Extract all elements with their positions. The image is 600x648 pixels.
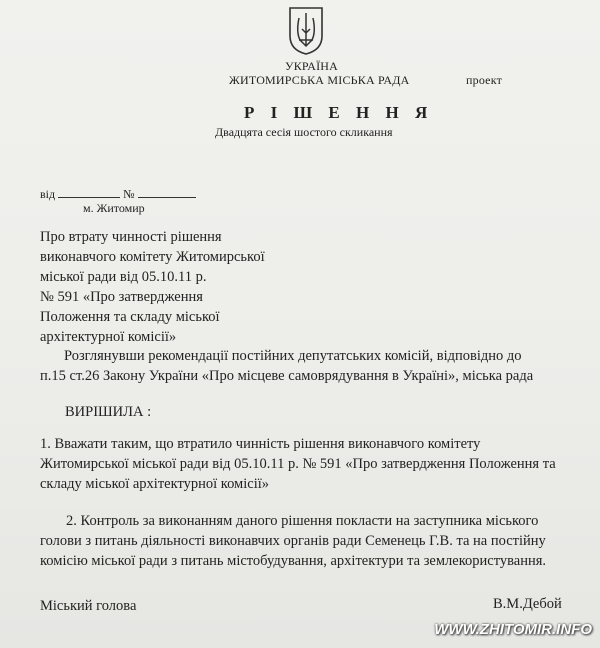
- item-1-line: складу міської архітектурної комісії»: [40, 476, 269, 492]
- preamble-line: п.15 ст.26 Закону України «Про місцеве самоврядування в Україні», міська рада: [40, 368, 534, 384]
- item-2-line: 2. Контроль за виконанням даного рішення покласти на заступника міського: [66, 513, 539, 529]
- document-title: Р І Ш Е Н Н Я: [244, 103, 434, 122]
- subject-line: архітектурної комісії»: [40, 329, 177, 345]
- draft-label: проект: [466, 73, 503, 87]
- council-name: ЖИТОМИРСЬКА МІСЬКА РАДА: [229, 73, 410, 87]
- subject-line: Положення та складу міської: [40, 309, 220, 325]
- signature-position: Міський голова: [40, 598, 137, 614]
- item-2-line: голови з питань діяльності виконавчих органів ради Семенець Г.В. та на постійну: [40, 533, 546, 549]
- signature-name: В.М.Дебой: [493, 596, 562, 612]
- subject-block: [40, 227, 265, 347]
- trident-coat-of-arms-icon: [287, 6, 325, 56]
- number-label: №: [123, 187, 135, 201]
- subject-line: виконавчого комітету Житомирської: [40, 249, 265, 265]
- item-2-line: комісію міської ради з питань містобудування, архітектури та землекористування.: [40, 553, 547, 569]
- country-name: УКРАЇНА: [285, 59, 339, 73]
- site-watermark: WWW.ZHITOMIR.INFO: [434, 621, 592, 638]
- city-label: м. Житомир: [83, 201, 145, 215]
- preamble-line: Розглянувши рекомендації постійних депутатських комісій, відповідно до: [64, 348, 522, 364]
- number-blank: [138, 186, 196, 198]
- item-1-line: Житомирської міської ради від 05.10.11 р. № 591 «Про затвердження Положення та: [40, 456, 556, 472]
- preamble-paragraph: [40, 346, 590, 386]
- date-number-line: [40, 186, 196, 202]
- subject-line: міської ради від 05.10.11 р.: [40, 269, 207, 285]
- session-label: Двадцята сесія шостого скликання: [215, 125, 393, 139]
- subject-line: № 591 «Про затвердження: [40, 289, 203, 305]
- item-1-paragraph: [40, 434, 592, 494]
- date-blank: [58, 186, 120, 198]
- date-label: від: [40, 187, 56, 201]
- subject-line: Про втрату чинності рішення: [40, 229, 222, 245]
- decided-heading: ВИРІШИЛА :: [65, 404, 152, 420]
- item-2-paragraph: [40, 511, 595, 571]
- item-1-line: 1. Вважати таким, що втратило чинність рішення виконавчого комітету: [40, 436, 481, 452]
